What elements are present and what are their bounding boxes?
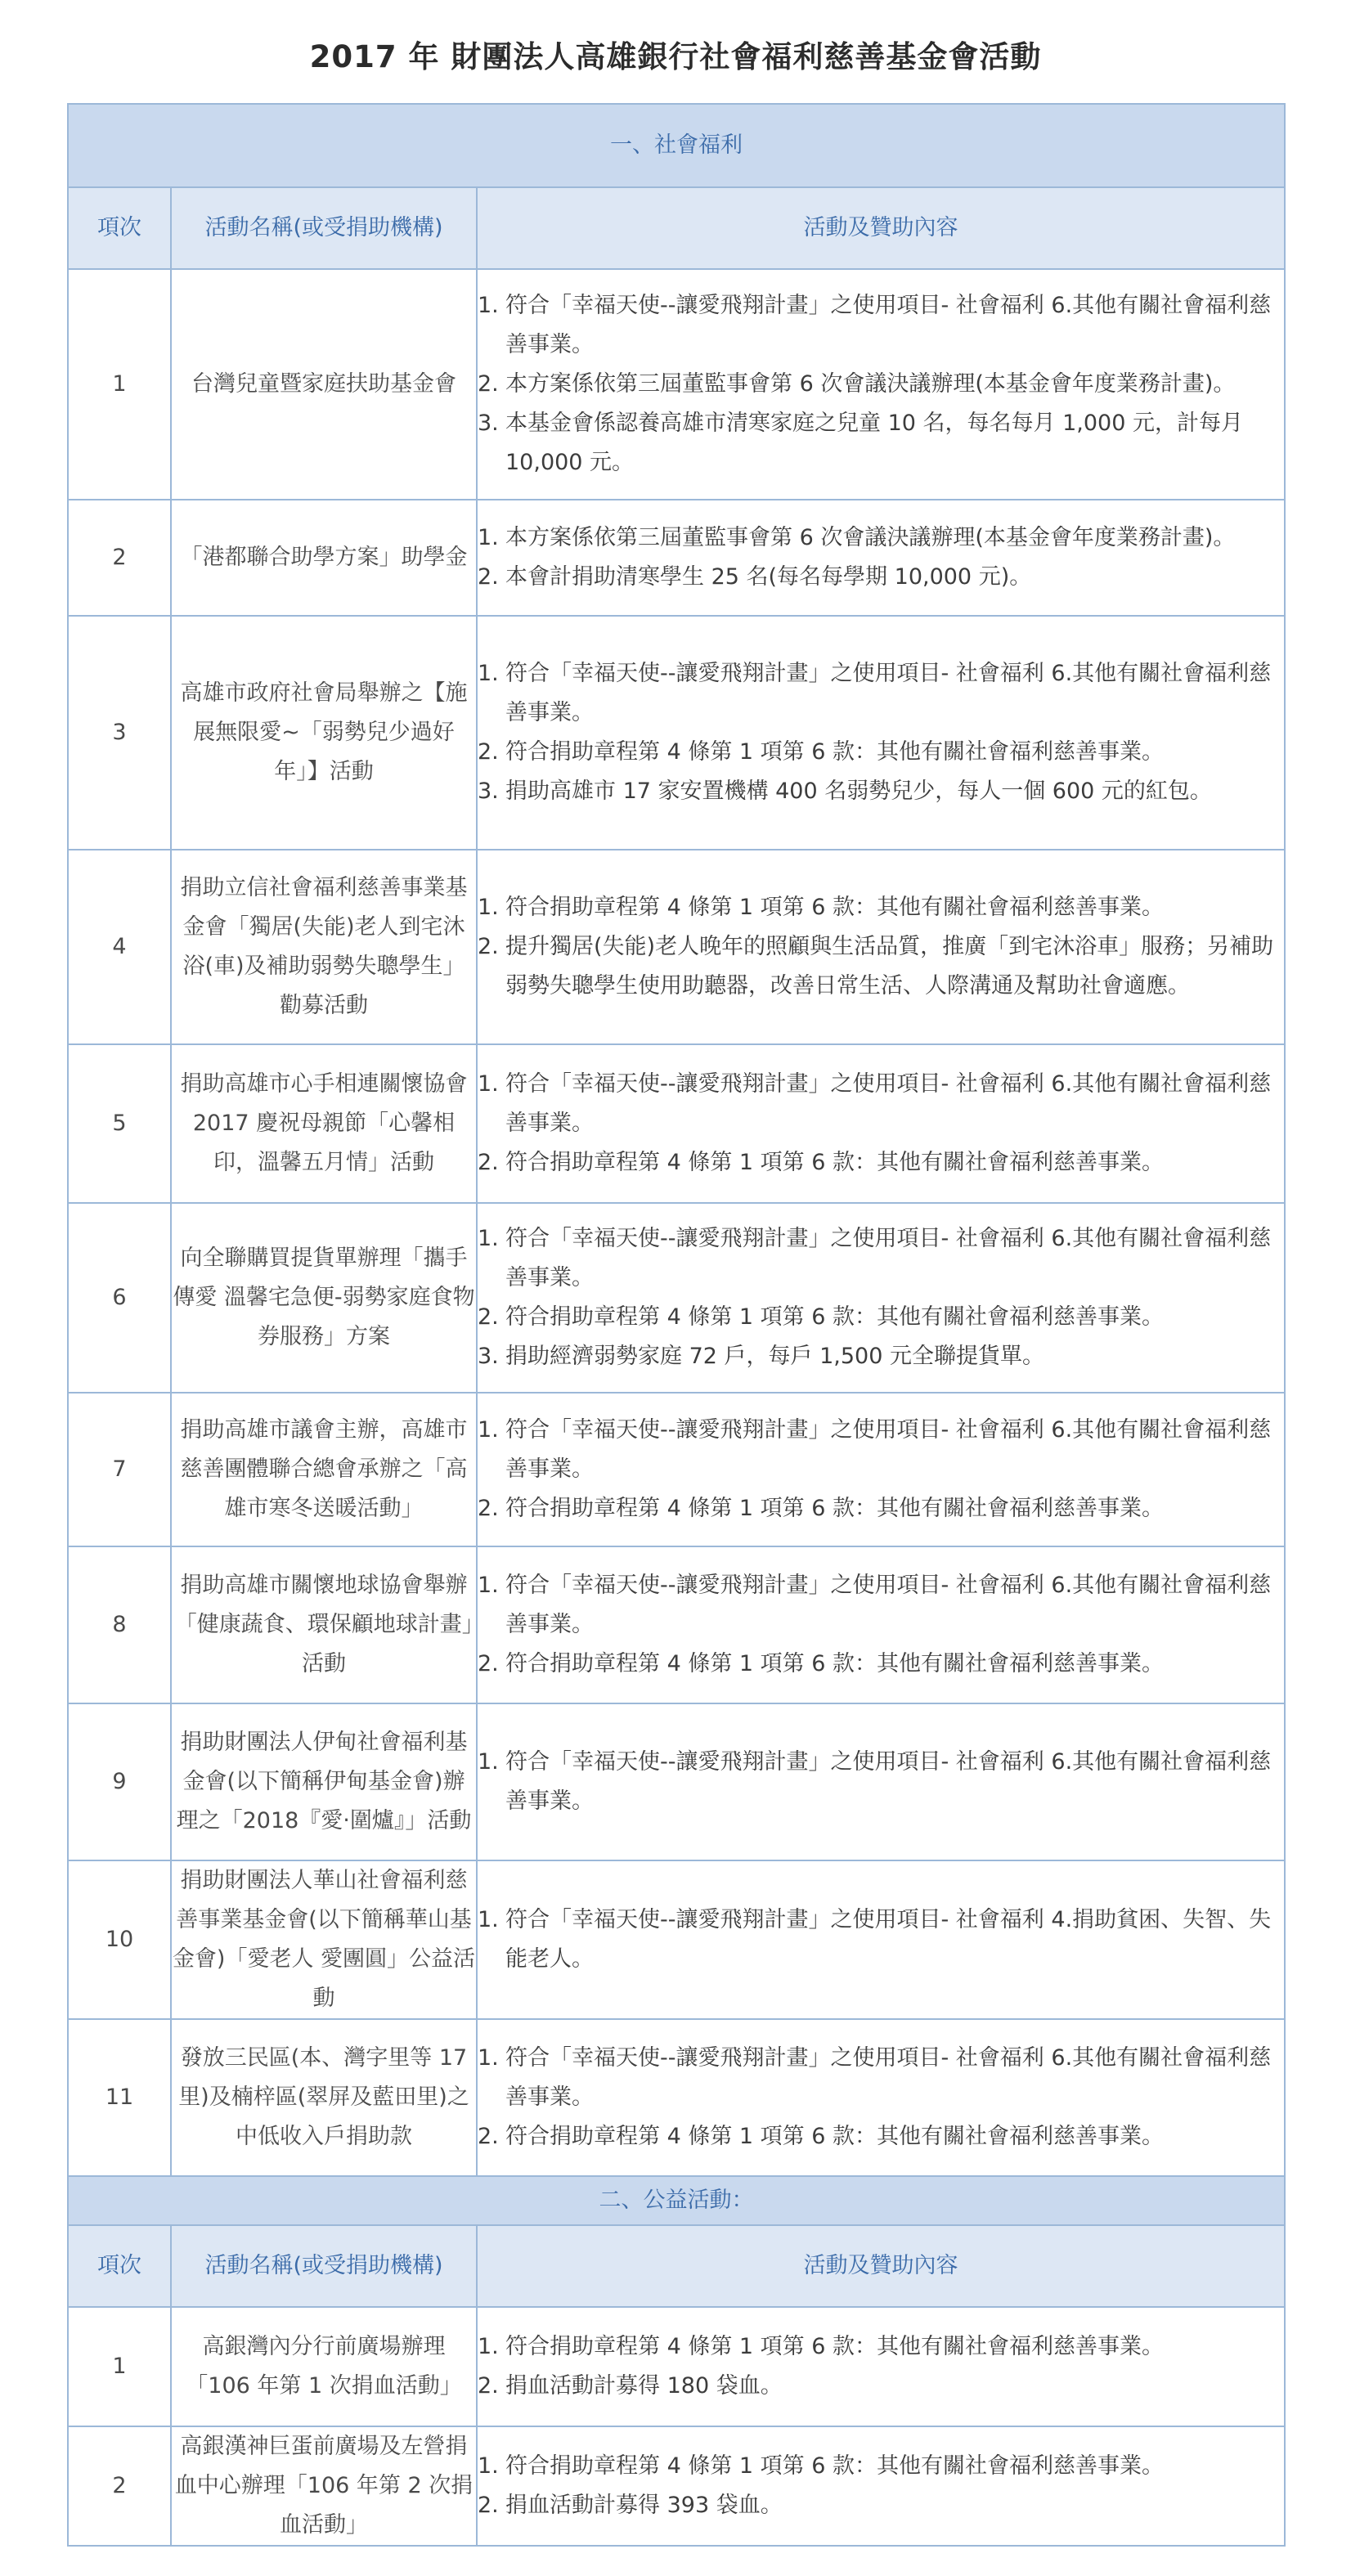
- activity-content: [477, 1044, 1285, 1203]
- column-index-header: 項次: [68, 187, 171, 269]
- activity-content: [477, 500, 1285, 616]
- document-title: 2017 年 財團法人高雄銀行社會福利慈善基金會活動: [309, 39, 1042, 74]
- item-text: 符合捐助章程第 4 條第 1 項第 6 款：其他有關社會福利慈善事業。: [505, 2453, 1165, 2479]
- item-number: 2.: [478, 564, 499, 590]
- item-number: 2.: [478, 2373, 499, 2399]
- content-item: [478, 2039, 1284, 2117]
- activity-name: 捐助高雄市心手相連關懷協會 2017 慶祝母親節「心馨相印，溫馨五月情」活動: [171, 1044, 477, 1203]
- table-row: [68, 2307, 1285, 2426]
- item-number: 2.: [478, 1651, 499, 1676]
- content-item: [478, 927, 1284, 1006]
- item-number: 1.: [478, 895, 499, 920]
- column-index-header: 項次: [68, 2225, 171, 2307]
- item-text: 符合「幸福天使--讓愛飛翔計畫」之使用項目- 社會福利 6.其他有關社會福利慈善事業。: [505, 1573, 1272, 1637]
- activity-name: 捐助財團法人伊甸社會福利基金會(以下簡稱伊甸基金會)辦理之「2018『愛‧圍爐』」活動: [171, 1703, 477, 1860]
- content-item: [478, 1743, 1284, 1821]
- table-row: [68, 500, 1285, 616]
- content-item: [478, 2367, 1284, 2406]
- content-item: [478, 888, 1284, 927]
- content-item: [478, 1566, 1284, 1645]
- section-title: 二、公益活動：: [68, 2176, 1285, 2225]
- content-item: [478, 2447, 1284, 2486]
- table-row: [68, 1703, 1285, 1860]
- item-text: 捐血活動計募得 180 袋血。: [505, 2373, 783, 2399]
- table-row: [68, 850, 1285, 1044]
- item-text: 符合捐助章程第 4 條第 1 項第 6 款：其他有關社會福利慈善事業。: [505, 739, 1165, 765]
- item-number: 2.: [478, 1496, 499, 1521]
- item-number: 2.: [478, 2493, 499, 2518]
- row-index: 2: [68, 2426, 171, 2546]
- content-item: [478, 654, 1284, 733]
- content-item: [478, 1219, 1284, 1298]
- content-item: [478, 286, 1284, 365]
- activity-content: [477, 1703, 1285, 1860]
- item-text: 符合「幸福天使--讓愛飛翔計畫」之使用項目- 社會福利 6.其他有關社會福利慈善事業。: [505, 293, 1272, 357]
- activity-name: 台灣兒童暨家庭扶助基金會: [171, 269, 477, 500]
- activity-content: [477, 2426, 1285, 2546]
- item-number: 1.: [478, 1071, 499, 1097]
- content-item: [478, 1411, 1284, 1489]
- item-number: 1.: [478, 1417, 499, 1443]
- item-number: 1.: [478, 2334, 499, 2359]
- activity-name: 捐助高雄市關懷地球協會舉辦「健康蔬食、環保顧地球計畫」活動: [171, 1546, 477, 1703]
- item-text: 符合捐助章程第 4 條第 1 項第 6 款：其他有關社會福利慈善事業。: [505, 1496, 1165, 1521]
- item-number: 3.: [478, 1344, 499, 1369]
- activity-name: 高雄市政府社會局舉辦之【施展無限愛~「弱勢兒少過好年」】活動: [171, 616, 477, 850]
- item-text: 符合捐助章程第 4 條第 1 項第 6 款：其他有關社會福利慈善事業。: [505, 2124, 1165, 2149]
- row-index: 11: [68, 2019, 171, 2176]
- activity-name: 發放三民區(本、灣字里等 17 里)及楠梓區(翠屏及藍田里)之中低收入戶捐助款: [171, 2019, 477, 2176]
- content-item: [478, 365, 1284, 404]
- table-row: [68, 1203, 1285, 1393]
- item-text: 符合「幸福天使--讓愛飛翔計畫」之使用項目- 社會福利 6.其他有關社會福利慈善事業。: [505, 1226, 1272, 1290]
- content-item: [478, 1645, 1284, 1684]
- activity-name: 向全聯購買提貨單辦理「攜手傳愛 溫馨宅急便-弱勢家庭食物券服務」方案: [171, 1203, 477, 1393]
- column-content-header: 活動及贊助內容: [477, 2225, 1285, 2307]
- table-row: [68, 2426, 1285, 2546]
- item-text: 捐助經濟弱勢家庭 72 戶，每戶 1,500 元全聯提貨單。: [505, 1344, 1044, 1369]
- activity-name: 捐助高雄市議會主辦，高雄市慈善團體聯合總會承辦之「高雄市寒冬送暖活動」: [171, 1393, 477, 1546]
- item-number: 2.: [478, 1150, 499, 1175]
- content-item: [478, 733, 1284, 772]
- row-index: 4: [68, 850, 171, 1044]
- section-title: 一、社會福利: [68, 104, 1285, 187]
- item-number: 1.: [478, 1907, 499, 1932]
- item-text: 符合「幸福天使--讓愛飛翔計畫」之使用項目- 社會福利 6.其他有關社會福利慈善事業。: [505, 1749, 1272, 1814]
- section-title-row: [68, 104, 1285, 187]
- item-number: 2.: [478, 2124, 499, 2149]
- item-text: 符合「幸福天使--讓愛飛翔計畫」之使用項目- 社會福利 4.捐助貧困、失智、失能老人。: [505, 1907, 1272, 1972]
- activity-name: 「港都聯合助學方案」助學金: [171, 500, 477, 616]
- content-item: [478, 2486, 1284, 2525]
- item-text: 符合「幸福天使--讓愛飛翔計畫」之使用項目- 社會福利 6.其他有關社會福利慈善事業。: [505, 1071, 1272, 1136]
- table-row: [68, 1393, 1285, 1546]
- table-row: [68, 616, 1285, 850]
- activities-table: [67, 103, 1286, 2547]
- item-text: 本基金會係認養高雄市清寒家庭之兒童 10 名，每名每月 1,000 元，計每月 10,000 元。: [505, 411, 1243, 475]
- row-index: 2: [68, 500, 171, 616]
- row-index: 1: [68, 269, 171, 500]
- row-index: 1: [68, 2307, 171, 2426]
- content-item: [478, 558, 1284, 597]
- item-number: 1.: [478, 525, 499, 550]
- row-index: 9: [68, 1703, 171, 1860]
- table-header-row: [68, 2225, 1285, 2307]
- table-row: [68, 2019, 1285, 2176]
- activity-name: 高銀灣內分行前廣場辦理「106 年第 1 次捐血活動」: [171, 2307, 477, 2426]
- activity-content: [477, 1393, 1285, 1546]
- item-number: 1.: [478, 661, 499, 686]
- section-title-row: [68, 2176, 1285, 2225]
- table-row: [68, 269, 1285, 500]
- item-number: 1.: [478, 293, 499, 318]
- activity-content: [477, 616, 1285, 850]
- row-index: 5: [68, 1044, 171, 1203]
- content-item: [478, 772, 1284, 811]
- table-header-row: [68, 187, 1285, 269]
- item-text: 提升獨居(失能)老人晚年的照顧與生活品質，推廣「到宅沐浴車」服務；另補助弱勢失聰學生使用助聽器，改善日常生活、人際溝通及幫助社會適應。: [505, 934, 1274, 999]
- item-number: 1.: [478, 2453, 499, 2479]
- content-item: [478, 404, 1284, 482]
- item-number: 2.: [478, 739, 499, 765]
- item-text: 符合捐助章程第 4 條第 1 項第 6 款：其他有關社會福利慈善事業。: [505, 1304, 1165, 1330]
- content-item: [478, 2327, 1284, 2367]
- item-text: 本方案係依第三屆董監事會第 6 次會議決議辦理(本基金會年度業務計畫)。: [505, 371, 1236, 397]
- content-item: [478, 2117, 1284, 2156]
- activity-content: [477, 1546, 1285, 1703]
- item-text: 捐血活動計募得 393 袋血。: [505, 2493, 783, 2518]
- activity-name: 捐助立信社會福利慈善事業基金會「獨居(失能)老人到宅沐浴(車)及補助弱勢失聰學生」勸募活動: [171, 850, 477, 1044]
- item-text: 符合捐助章程第 4 條第 1 項第 6 款：其他有關社會福利慈善事業。: [505, 1150, 1165, 1175]
- item-text: 符合「幸福天使--讓愛飛翔計畫」之使用項目- 社會福利 6.其他有關社會福利慈善事業。: [505, 661, 1272, 725]
- row-index: 3: [68, 616, 171, 850]
- item-text: 符合「幸福天使--讓愛飛翔計畫」之使用項目- 社會福利 6.其他有關社會福利慈善事業。: [505, 2045, 1272, 2110]
- item-number: 3.: [478, 411, 499, 436]
- content-item: [478, 1489, 1284, 1528]
- content-item: [478, 1337, 1284, 1376]
- item-text: 本方案係依第三屆董監事會第 6 次會議決議辦理(本基金會年度業務計畫)。: [505, 525, 1236, 550]
- content-item: [478, 1143, 1284, 1183]
- row-index: 8: [68, 1546, 171, 1703]
- column-name-header: 活動名稱(或受捐助機構): [171, 187, 477, 269]
- table-row: [68, 1860, 1285, 2019]
- activity-content: [477, 269, 1285, 500]
- activity-content: [477, 1860, 1285, 2019]
- row-index: 7: [68, 1393, 171, 1546]
- item-number: 2.: [478, 934, 499, 959]
- item-text: 符合捐助章程第 4 條第 1 項第 6 款：其他有關社會福利慈善事業。: [505, 2334, 1165, 2359]
- content-item: [478, 518, 1284, 558]
- item-number: 2.: [478, 1304, 499, 1330]
- activity-name: 捐助財團法人華山社會福利慈善事業基金會(以下簡稱華山基金會)「愛老人 愛團圓」公益活動: [171, 1860, 477, 2019]
- item-number: 1.: [478, 1226, 499, 1251]
- item-text: 符合「幸福天使--讓愛飛翔計畫」之使用項目- 社會福利 6.其他有關社會福利慈善事業。: [505, 1417, 1272, 1482]
- column-name-header: 活動名稱(或受捐助機構): [171, 2225, 477, 2307]
- activity-content: [477, 850, 1285, 1044]
- table-row: [68, 1044, 1285, 1203]
- item-number: 3.: [478, 779, 499, 804]
- content-item: [478, 1901, 1284, 1979]
- activity-name: 高銀漢神巨蛋前廣場及左營捐血中心辦理「106 年第 2 次捐血活動」: [171, 2426, 477, 2546]
- activity-content: [477, 2307, 1285, 2426]
- content-item: [478, 1065, 1284, 1143]
- item-number: 1.: [478, 1749, 499, 1775]
- row-index: 6: [68, 1203, 171, 1393]
- table-row: [68, 1546, 1285, 1703]
- item-text: 符合捐助章程第 4 條第 1 項第 6 款：其他有關社會福利慈善事業。: [505, 895, 1165, 920]
- column-content-header: 活動及贊助內容: [477, 187, 1285, 269]
- item-text: 捐助高雄市 17 家安置機構 400 名弱勢兒少，每人一個 600 元的紅包。: [505, 779, 1212, 804]
- item-number: 1.: [478, 2045, 499, 2071]
- row-index: 10: [68, 1860, 171, 2019]
- item-number: 2.: [478, 371, 499, 397]
- content-item: [478, 1298, 1284, 1337]
- item-text: 符合捐助章程第 4 條第 1 項第 6 款：其他有關社會福利慈善事業。: [505, 1651, 1165, 1676]
- activity-content: [477, 1203, 1285, 1393]
- activity-content: [477, 2019, 1285, 2176]
- item-number: 1.: [478, 1573, 499, 1598]
- item-text: 本會計捐助清寒學生 25 名(每名每學期 10,000 元)。: [505, 564, 1032, 590]
